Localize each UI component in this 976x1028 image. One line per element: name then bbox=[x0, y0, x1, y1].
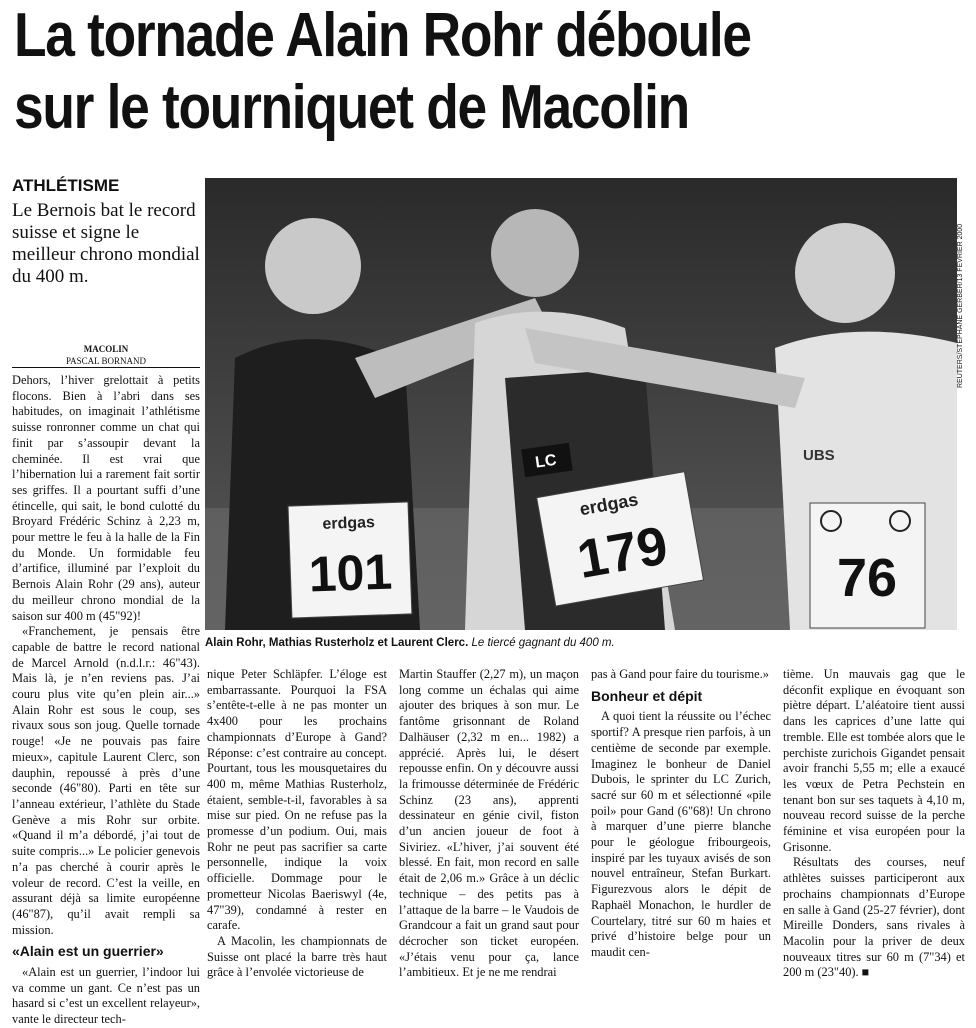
photo-credit: REUTERS/STÉPHANE GERBER/13 FÉVRIER 2000 bbox=[957, 223, 964, 388]
col1-paragraph-1: Dehors, l’hiver grelottait à petits flocons. Bien à l’abri dans ses habitudes, on imaginait l’athlétisme suisse ronronner comme un chat qui finit par s’assoupir devant la cheminée. Il est vrai que l’hibernation lui a rarement fait sortir ses griffes. Il a pourtant suffi d’une étincelle, qui sait, le bond culotté du Broyard Frédéric Schinz à 2,23 m, pour mettre le feu à la halle de la Fin du Monde. Un formidable feu d’artifice, illuminé par l’exploit du Bernois Alain Rohr (29 ans), auteur du meilleur chrono mondial de la saison sur 400 m (45"92)! bbox=[12, 373, 200, 623]
middle-shirt-logo: LC bbox=[534, 451, 558, 472]
col3-paragraph-1: Martin Stauffer (2,27 m), un maçon long comme un échalas qui aime ajouter des briques à son mur. Le fantôme grisonnant de Roland Dalhäuser (2,32 m en... 1982) a apprécié. Après lui, le désert repousse enfin. On y découvre aussi la frimousse déterminée de Frédéric Schinz (23 ans), apprenti dessinateur en génie civil, fiston d’un ancien joueur de foot à Siviriez. «L’hiver, j’ai souvent été blessé. En fait, mon record en salle était de 2,06 m.» Grâce à un déclic technique – des petits pas à l’attaque de la barre – le Vaudois de Grandcour a fait un grand saut pour décrocher son ticket européen. «J’étais venu pour ça, lance l’ambitieux. Et je ne me rendrai bbox=[399, 667, 579, 980]
col1-paragraph-3: «Alain est un guerrier, l’indoor lui va comme un gant. Ce n’est pas un hasard si c’est un excellent relayeur», vante le directeur tech- bbox=[12, 965, 200, 1027]
photo-illustration bbox=[205, 178, 957, 630]
article-column-5 bbox=[783, 667, 965, 981]
col4-paragraph-2: A quoi tient la réussite ou l’échec sportif? A presque rien parfois, à un centième de seconde par exemple. Imaginez le bonheur de Daniel Dubois, le sprinter du LC Zurich, sacré sur 60 m et sélectionné «pile poil» pour Gand (6"68)! Un chrono à marquer d’une pierre blanche pour le géologue fribourgeois, inspiré par les tuyaux avisés de son nouvel entraîneur, Stefan Burkart. Figurezvous alors le dépit de Raphaël Monachon, le hurdler de Courtelary, titré sur 60 m haies et privé d’histoire belge pour un maudit cen- bbox=[591, 709, 771, 959]
byline: PASCAL BORNAND bbox=[12, 356, 200, 368]
bib-101: 101 bbox=[307, 543, 394, 603]
section-rubric: ATHLÉTISME bbox=[12, 176, 120, 195]
col2-paragraph-1: nique Peter Schläpfer. L’éloge est embarrassante. Pourquoi la FSA s’entête-t-elle à ne pas monter un 4x400 pour les prochains championnats d’Europe à Gand? Réponse: c’est contraire au concept. Pourtant, tous les mousquetaires du 400 m, même Mathias Rusterholz, étaient, semble-t-il, favorables à sa mise sur pied. On ne refuse pas la promesse d’un podium. Oui, mais Rohr ne peut pas sacrifier sa carte personnelle, indique la voix officielle. Dommage pour le prometteur Nicolas Baeriswyl (4e, 47"39), condamné à rester en carafe. bbox=[207, 667, 387, 933]
bib-179: 179 bbox=[572, 515, 673, 591]
col5-paragraph-1: tième. Un mauvais gag que le déconfit explique en évoquant son piètre départ. L’aléatoire tient aussi dans les caprices d’une latte qui tremble. Elle est tombée alors que le perchiste zurichois Gigandet pensait avoir franchi 5,55 m; elle a exaucé les vœux de Petra Pechstein en tenant bon sur ses taquets à 4,10 m, nouveau record suisse de la perche féminine et visa européen pour la Grisonne. bbox=[783, 667, 965, 854]
subhead-bonheur: Bonheur et dépit bbox=[591, 687, 703, 704]
caption-text: Le tiercé gagnant du 400 m. bbox=[471, 637, 615, 649]
col2-paragraph-2: A Macolin, les championnats de Suisse ont placé la barre très haut grâce à l’envolée victorieuse de bbox=[207, 933, 387, 980]
bib-middle-sponsor: erdgas bbox=[578, 489, 640, 520]
article-column-4 bbox=[591, 667, 771, 961]
headline-line-2: sur le tourniquet de Macolin bbox=[14, 73, 689, 142]
bib-76: 76 bbox=[836, 548, 898, 608]
col4-paragraph-1: pas à Gand pour faire du tourisme.» bbox=[591, 667, 769, 681]
bib-left-sponsor: erdgas bbox=[322, 514, 376, 533]
caption-names: Alain Rohr, Mathias Rusterholz et Laurent Clerc. bbox=[205, 637, 469, 649]
headline bbox=[14, 0, 831, 144]
article-column-2 bbox=[207, 667, 387, 981]
article-column-1 bbox=[12, 373, 200, 1028]
photo-caption bbox=[205, 637, 965, 649]
article-dek: Le Bernois bat le record suisse et signe le meilleur chrono mondial du 400 m. bbox=[12, 200, 200, 287]
col5-paragraph-2: Résultats des courses, neuf athlètes suisses participeront aux prochains championnats d’Europe en salle à Gand (25-27 février), dont Mireille Donders, sans rivales à Macolin pour la priver de deux nouveaux titres sur 60 m (7"34) et 200 m (23"40). ■ bbox=[783, 855, 965, 980]
col1-paragraph-2: «Franchement, je pensais être capable de battre le record national de Marcel Arnold (n.d.l.r.: 46"43). Mais là, je n’en reviens pas. J’ai couru plus vite qu’en plein air...» Alain Rohr est sous le coup, ses rivaux sous son joug. Quelle tornade rouge! «Je ne pouvais pas faire mieux», capitule Laurent Clerc, son dauphin, repoussé à près d’une seconde (46"80). Parti en tête sur l’anneau extérieur, l’athlète du Stade Genève a mis Rohr sur orbite. «Quand il m’a débordé, j’ai tout de suite compris...» Le policier genevois n’a pas cherché à courir après le voleur de record. C’est la veille, en assurant déjà sa limite européenne (46"87), qu’il avait rempli sa mission. bbox=[12, 624, 200, 937]
dateline: MACOLIN bbox=[83, 344, 129, 354]
article-column-3 bbox=[399, 667, 579, 981]
subhead-guerrier: «Alain est un guerrier» bbox=[12, 943, 164, 960]
headline-line-1: La tornade Alain Rohr déboule bbox=[14, 1, 751, 70]
athletes-photo bbox=[205, 178, 957, 630]
right-shirt-logo: UBS bbox=[803, 447, 835, 464]
